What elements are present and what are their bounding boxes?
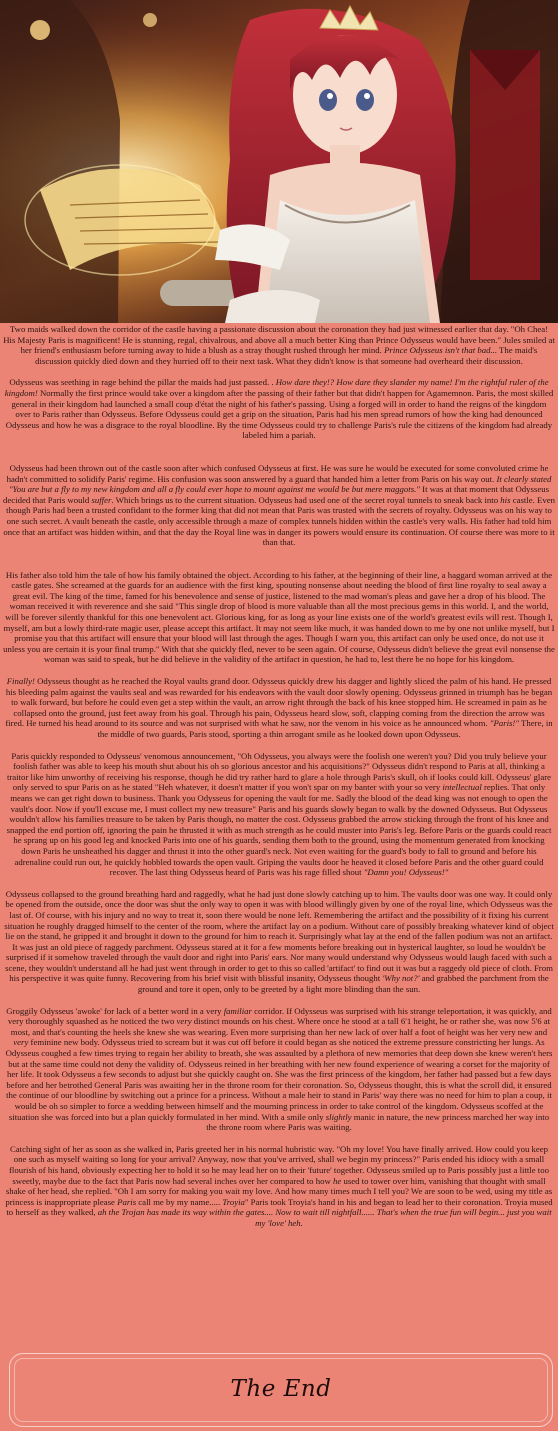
story-text — [3, 324, 555, 1240]
italic-text-run: It clearly stated "You are but a fly to my new kingdom and all a fly could ever hope to mount against me would be but mere maggots." — [8, 473, 552, 495]
the-end-title: The End — [230, 1376, 332, 1402]
story-paragraph-6 — [3, 751, 555, 878]
text-run: distinct mounds on his chest. Where once he stood at a tall 6'1 height, he or rather she, was now 5'6 at most, and that's counting the heels she knew she was wearing. Even more surprising than her new lack of over half a foot of height was her very new and — [10, 1016, 551, 1037]
italic-text-run: "Paris!" — [489, 718, 520, 729]
italic-text-run: very — [13, 1037, 29, 1048]
story-paragraph-4 — [3, 570, 555, 665]
text-run: Two maids walked down the corridor of the castle having a passionate discussion about the coronation they had just witnessed earlier that day. "Oh Chea! His Majesty Paris is magnificent! He is stunning, regal, chivalrous, and above all a much better King than Prince Odysseus would have been." Jules smiled at her friend's enthusiasm before turning away to hide a blush as a stray thought rushed through her mind. — [3, 324, 555, 356]
story-paragraph-5 — [3, 676, 555, 740]
text-run: Catching sight of her as soon as she walked in, Paris greeted her in his normal hubristic way. "Oh my love! You have finally arrived. How could you keep one such as myself waiting so long for your arrival? Anyway, now that you've arrived, shall we begin my princess?" Paris ended his idiocy with a small flourish of his hand, obviously expecting her to hold it so he may lead her on to their 'future' together. Odysseus smiled up to Paris possibly just a little too sweetly, maybe due to the fact that Paris now had several inches over her compared to how — [9, 1143, 549, 1186]
text-run: Odysseus thought as he reached the Royal vaults grand door. Odysseus quickly drew his dagger and lightly sliced the palm of his hand. He pressed his bleeding palm against the vaults seal and was rewarded for his endeavors with the vault door slowly opening. Odysseus grinned in triumph has he began to walk forward, but before he could even get a step within the vault, an arrow right through the back of his knee stopped him. He screamed in pain as he collapsed onto the ground, just feet away from his goal. Through his pain, Odysseus heard slow, soft, clapping coming from the direction the arrow was fired. He turned his head around to its source and was not surprised with what he saw, nor the venom in his voice as he announced whom. — [5, 676, 553, 729]
text-run: feminine new body. Odysseus tried to scream but it was cut off before it could began as she noticed the extreme pressure constricting her lungs. As Odysseus coughed a few times trying to regain her ability to breath, she was assaulted by a plethora of new memories that deep down she knew weren't hers but at the same time could not deny the validity of. Odysseus reined in her breathing with her new found experience of wearing a corset for the majority of her life. It took Odysseus a few seconds to adjust but she quickly caught on. She was the first princess of the kingdom, her father had passed but a few days before and her betrothed General Paris was awaiting her in the throne room for their coronation. So, Odysseus thought, this is what the scroll did, it ensured the continue of our bloodline by switching out a prince for a princess. Without a male heir to stand in Paris' way there was no need for him to plan a coup, it would be oh so simpler to force a wedding between himself and the mourning princess in order to take control of the kingdom. Odysseus scoffed at the situation she was forced into but a plan quickly formulated in her mind. With a smile only — [5, 1037, 553, 1122]
story-paragraph-7 — [3, 889, 555, 995]
italic-text-run: his — [500, 494, 511, 505]
text-run: castle. Even though Paris had been a trusted confidant to the former king that did not mean that Paris was trusted with the secrets of royalty. Odysseus was on his way to one such secret. A vault beneath the castle, only accessible through a maze of complex tunnels hidden within the castle's very walls. His father had told him once that an artifact was hidden within, and that the day the Royal line was in danger its powers would ensure its continuation. Of course there was more to it than that. — [3, 494, 555, 548]
cover-illustration — [0, 0, 558, 323]
story-paragraph-2 — [3, 377, 555, 441]
text-run: replies. That only means we can get right down to business. Thank you Odysseus for opening the vault for me. Sadly the blood of the dead king was not enough to open the vault's door. Now if you'll excuse me, I must collect my new treasure" Paris and his guards slowly began to walk by the downed Odysseus. But Odysseus wouldn't allow his families treasure to be taken by Paris though, no matter the cost. Odysseus grabbed the arrow sticking through the front of his knee and snapped the end portion off, ignoring the pain he thrusted it with as much strength as he could muster into Paris's leg. Before Paris or the guards could react he sprang up on his good leg and knocked Paris into one of his guards, sending them both to the ground, using the momentum generated from knocking down Paris he unsheathed his dagger and thrust it into the other guard's neck. Not even waiting for the guard's body to fall to ground and before his adrenaline could run out, he quickly hobbled towards the open vault. Griping the vaults door he heaved it closed before Paris and the other guard could recover. The last thing Odysseus heard of Paris was his rage filled shout — [6, 782, 552, 878]
text-run: It was at that moment that Odysseus decided that Paris would — [3, 484, 550, 505]
italic-text-run: ah the Trojan has made its way within the gates.... Now to wait till nightfall...... That's when the true fun will begin... just you wait my 'love' heh. — [97, 1207, 552, 1228]
italic-text-run: slightly — [325, 1111, 352, 1122]
text-run: Odysseus was seething in rage behind the pillar the maids had just passed. . — [9, 377, 276, 388]
text-run: Paris quickly responded to Odysseus' venomous announcement, "Oh Odysseus, you always were the foolish one weren't you? Did you truly believe your foolish father was able to keep his mouth shut about his oh so glorious ancestor and his acquisitions?" Odysseus didn't respond to Paris at all, thinking a traitor like him unworthy of receiving his response, though he did try rather hard to glare a hole through Paris's skull, oh if looks could kill. Odysseus' glare only served to spur Paris on as he stated "Heh whatever, it doesn't matter if you won't spar on my banter with your so very — [6, 750, 552, 793]
story-paragraph-1 — [3, 324, 555, 366]
italic-text-run: 'Why not?' — [382, 973, 420, 984]
text-run: Odysseus collapsed to the ground breathing hard and raggedly, what he had just done slowly catching up to him. The vaults door was one way. It could only be opened from the outside, once the door was shut the only way to open it was with blood willingly given by one of the royal line, which Odysseus was the last of. Of course, with his injury and no way to treat it, soon there would be none left. Remembering the artifact and the possibility of it fixing his current situation he roughly dragged himself to the center of the room, where the artifact lay on a podium. Without care of possibly breaking whatever kind of object lie on the stand, he gripped it and brought it down to the ground for him to reach it. Surprisingly what lay at the end of the fallen podium was not an artifact. It was just an old piece of raggedy parchment. Odysseus stared at it for a few moments before breaking out in hysterical laughter, so loud he wouldn't be surprised if it somehow traveled through the vault door and right into Paris' ears. Nor many would understand why Odysseus would laugh faced with such a scene, they wouldn't understand all he had just went through in order to get to this so called 'artifact' to find out it was but a raggedy old piece of cloth. From his perspective it was quite funny. Recovering from his brief visit with blissful insanity, Odysseus thought — [4, 888, 554, 984]
text-run: and grabbed the parchment from the ground and tore it open, only to be greeted by a light more blinding than the sun. — [137, 973, 549, 995]
italic-text-run: Prince Odysseus isn't that bad... — [384, 345, 498, 356]
italic-text-run: suffer — [91, 494, 112, 505]
italic-text-run: he — [333, 1175, 342, 1186]
text-run: Groggily Odysseus 'awoke' for lack of a better word in a very — [6, 1005, 224, 1016]
italic-text-run: Finally! — [6, 676, 35, 687]
italic-text-run: "Damn you! Odysseus!" — [363, 867, 449, 878]
italic-text-run: very — [176, 1016, 192, 1027]
italic-text-run: Troyia — [222, 1196, 245, 1207]
text-run: . Which brings us to the current situation. Odysseus had used one of the secret royal tunnels to sneak back into — [111, 494, 501, 505]
italic-text-run: intellectual — [442, 782, 482, 793]
the-end-frame — [9, 1353, 553, 1427]
text-run: manic in nature, the new princess marched her way into the throne room where Paris was waiting. — [206, 1111, 550, 1133]
text-run: Odysseus had been thrown out of the castle soon after which confused Odysseus at first. He was sure he would be executed for some convoluted crime he hadn't committed to solidify Paris' regime. His confusion was soon answered by a guard that handed him a letter from Paris on his way out. — [6, 462, 549, 484]
story-paragraph-8 — [3, 1006, 555, 1133]
story-paragraph-3 — [3, 463, 555, 548]
italic-text-run: How dare they!? How dare they slander my name! I'm the rightful ruler of the kingdom! — [4, 377, 549, 398]
italic-text-run: Paris — [117, 1196, 137, 1207]
story-paragraph-9 — [3, 1144, 555, 1229]
text-run: His father also told him the tale of how his family obtained the object. According to his father, at the beginning of their line, a haggard woman arrived at the castle gates. She screamed at the guards for an audience with the first king, spouting nonsense about needing the blood of first line royalty to seal away a great evil. The king of the time, famed for his benevolence and sense of justice, listened to the mad woman's pleas and gave her a drop of his blood. The woman received it with reverence and she said "This single drop of blood is more valuable than all the most precious gems in this world. I, and the world, will be forever silently thankful for this one benevolent act. Glorious king, for as long as your line exists one of the world's greatest evils will rest. Though I, myself, am but a lowly third-rate magic user, please accept this artifact. It may not seem like much, it was handed down to me by one not unlike myself, but I promise you that this artifact will ensure that your blood will last through the ages. Though I warn you, this artifact can only be used once, do not use it unless you are certain it is your final trump." With that she quickly fled, never to be seen again. Of course, Odysseus didn't believe the great evil nonsense the woman was said to speak, but he did believe in the validity of the artifact in question, he had to, lest there be no hope for his kingdom. — [3, 569, 555, 665]
text-run: corridor. If Odysseus was surprised with his strange teleportation, it was quickly, and very thoroughly squashed as he noticed the two — [7, 1005, 552, 1027]
text-run: " Paris took Troyia's hand in his and began to lead her to their coronation. Troyia mused to herself as they walked, — [6, 1196, 553, 1218]
italic-text-run: familiar — [223, 1005, 252, 1016]
anime-princess-with-glowing-scroll-icon — [0, 0, 558, 323]
text-run: The maid's discussion quickly died down and they hurried off to their next task. What they didn't know is that someone had overheard their discussion. — [35, 345, 538, 366]
text-run: call me by my name..... — [136, 1196, 223, 1207]
text-run: Normally the first prince would take over a kingdom after the passing of their father but that didn't happen for Agamemnon. Paris, the most skilled general in their kingdom had launched a small coup d'état the night of his father's passing. Using a forged will in order to hand the reigns of the kingdom over to Paris rather than Odysseus. Before Odysseus could get a grip on the situation, Paris had his men spread rumors of how the king had denounced Odysseus and how he was a disgrace to the royal bloodline. By the time Odysseus could try to challenge Paris's rule the citizens of the kingdom had already labeled him a pariah. — [5, 387, 554, 441]
text-run: There, in the middle of two guards, Paris stood, sporting a thin arrogant smile as he looked down upon Odysseus. — [97, 718, 553, 739]
text-run: used to tower over him, vanishing that thought with small shake of her head, she replied. "Oh I am sorry for making you wait my love. And how many times much I tell you? We are soon to be wed, using my title as princess is inappropriate please — [5, 1175, 553, 1207]
